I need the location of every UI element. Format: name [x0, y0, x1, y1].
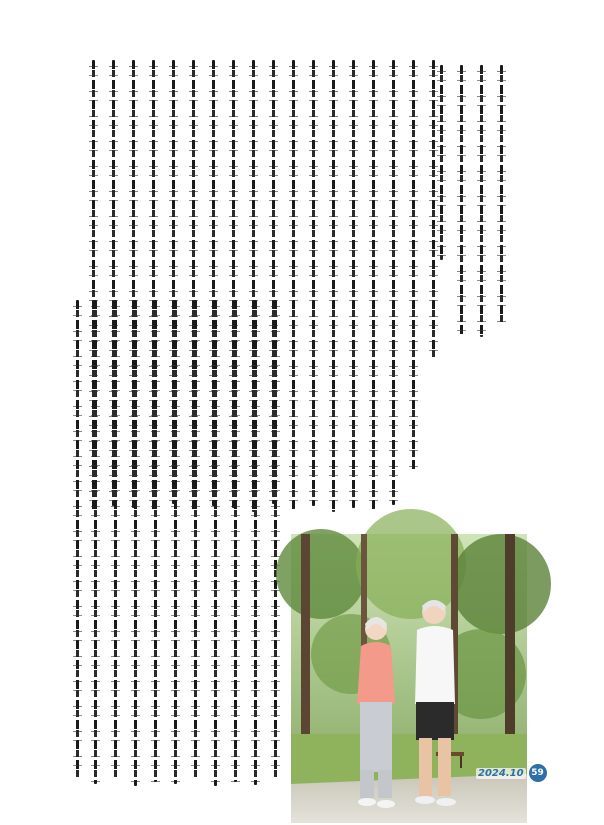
text-column [292, 60, 295, 510]
text-column [432, 60, 435, 360]
text-column [352, 60, 355, 508]
text-block-beside-photo [92, 534, 292, 804]
photo-couple-walking [291, 534, 544, 823]
issue-date: 2024.10 [478, 767, 524, 779]
issue-page-tag [476, 764, 547, 782]
text-column [480, 65, 483, 337]
text-column [392, 60, 395, 505]
text-block-top-right [440, 65, 520, 345]
page-number-badge: 59 [529, 764, 547, 782]
text-column [500, 65, 503, 325]
text-column [312, 60, 315, 506]
text-column [460, 65, 463, 335]
text-column [412, 60, 415, 470]
text-column [332, 60, 335, 512]
text-column [440, 65, 443, 260]
text-column [76, 300, 79, 778]
text-column [372, 60, 375, 510]
